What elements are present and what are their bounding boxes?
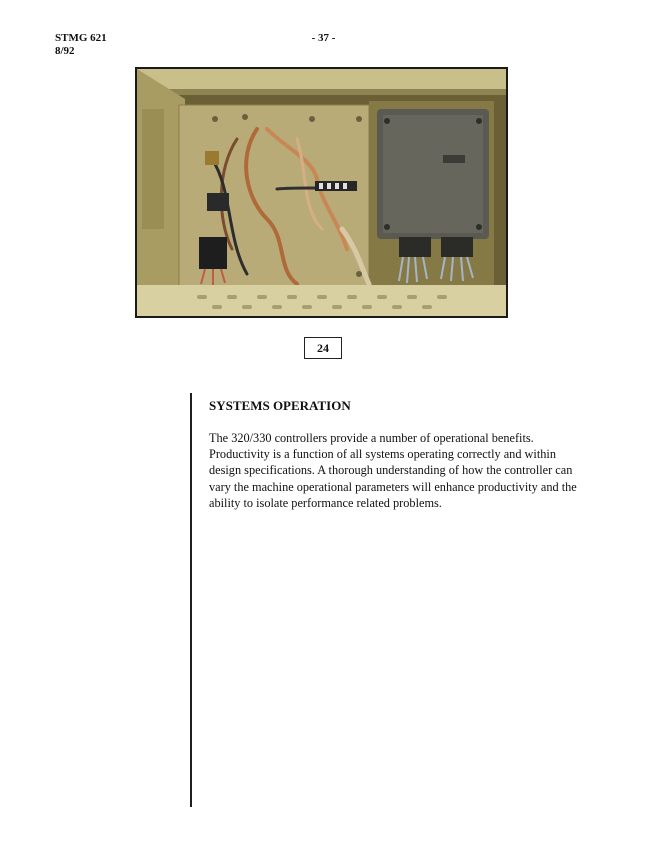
document-date: 8/92	[55, 45, 75, 57]
section-title: SYSTEMS OPERATION	[209, 398, 351, 413]
section-body: The 320/330 controllers provide a number of operational benefits. Productivity is a function of all systems operating correctly and within design specifications. A thorough understanding of how the controller can vary the machine operational parameters will enhance productivity and the ability to isolate performance related problems.	[209, 431, 577, 510]
page-number: - 37 -	[311, 32, 336, 44]
margin-rule	[190, 393, 192, 807]
document-id: STMG 621	[55, 32, 107, 44]
controller-compartment-photo	[135, 67, 508, 318]
figure-number: 24	[304, 337, 342, 359]
